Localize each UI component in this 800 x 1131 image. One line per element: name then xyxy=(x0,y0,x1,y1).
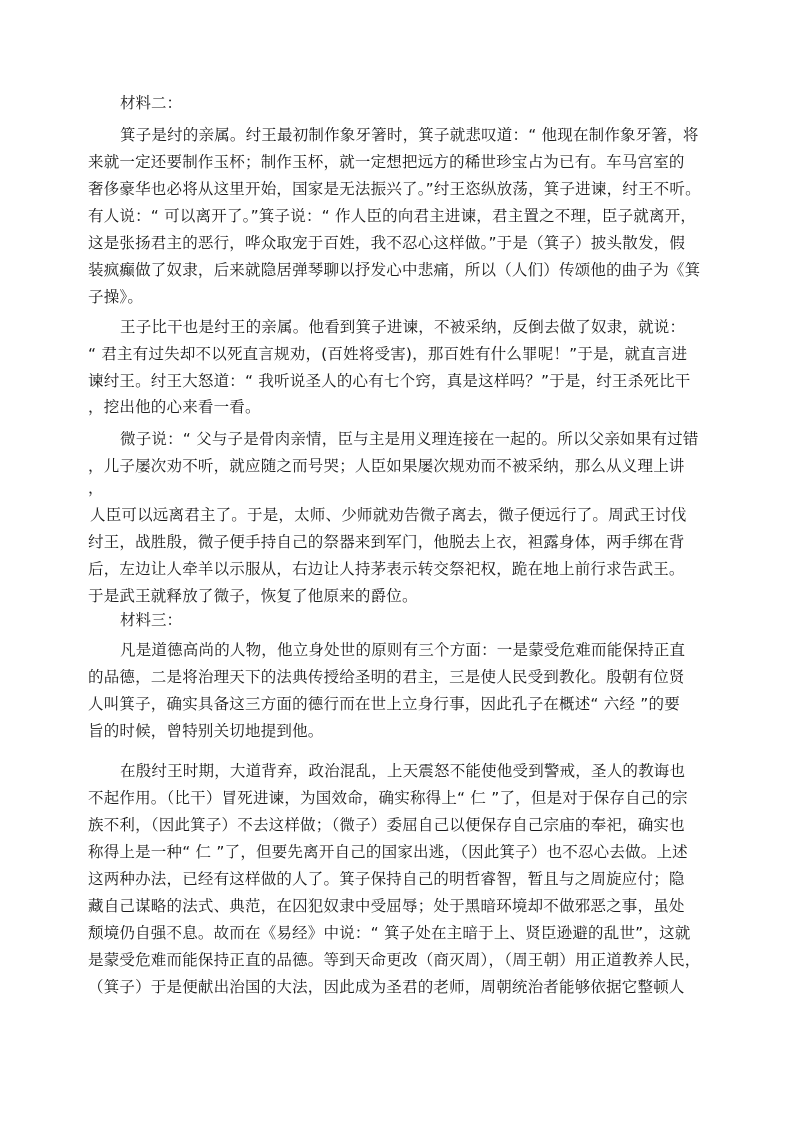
text-line: 旨的时候，曾特别关切地提到他。 xyxy=(88,722,324,740)
text-line: 箕子是纣的亲属。纣王最初制作象牙箸时，箕子就悲叹道：“ 他现在制作象牙箸，将 xyxy=(120,126,699,144)
text-line: 谏纣王。纣王大怒道：“ 我听说圣人的心有七个窍，真是这样吗？”于是，纣王杀死比干 xyxy=(88,372,691,390)
text-line: 有人说：“ 可以离开了。”箕子说：“ 作人臣的向君主进谏，君主置之不理，臣子就离开， xyxy=(88,207,697,225)
text-line: 不起作用。（比干）冒死进谏，为国效命，确实称得上“ 仁 ”了，但是对于保存自己的宗 xyxy=(88,789,688,807)
text-line: 微子说：“ 父与子是骨肉亲情，臣与主是用义理连接在一起的。所以父亲如果有过错 xyxy=(120,430,699,448)
text-line: 称得上是一种“ 仁 ”了，但要先离开自己的国家出逃，（因此箕子）也不忍心去做。上述 xyxy=(88,843,688,861)
text-line: 这是张扬君主的恶行，哗众取宠于百姓，我不忍心这样做。”于是（箕子）披头散发，假 xyxy=(88,234,686,252)
text-line: 子操》。 xyxy=(88,288,144,306)
text-line: “ 君主有过失却不以死直言规劝，(百姓将受害)，那百姓有什么罪呢！”于是，就直言进 xyxy=(88,345,688,363)
text-line: 王子比干也是纣王的亲属。他看到箕子进谏，不被采纳，反倒去做了奴隶，就说： xyxy=(120,318,686,336)
text-line: 族不利，（因此箕子）不去这样做；（微子）委屈自己以便保存自己宗庙的奉祀，确实也 xyxy=(88,816,685,834)
text-line: 凡是道德高尚的人物，他立身处世的原则有三个方面：一是蒙受危难而能保持正直 xyxy=(120,641,686,659)
text-line: ，挖出他的心来看一看。 xyxy=(88,398,261,416)
text-line: 颓境仍自强不息。故而在《易经》中说：“ 箕子处在主暗于上、贤臣逊避的乱世”，这就 xyxy=(88,924,691,942)
text-line: 装疯癫做了奴隶，后来就隐居弹琴聊以抒发心中悲痛，所以（人们）传颂他的曲子为《箕 xyxy=(88,261,701,279)
text-line: 藏自己谋略的法式、典范，在囚犯奴隶中受屈辱；处于黑暗环境却不做邪恶之事，虽处 xyxy=(88,897,685,915)
text-line: 纣王，战胜殷，微子便手持自己的祭器来到军门，他脱去上衣，袒露身体，两手绑在背 xyxy=(88,533,685,551)
text-line: 于是武王就释放了微子，恢复了他原来的爵位。 xyxy=(88,587,418,605)
text-line: （箕子）于是便献出治国的大法，因此成为圣君的老师，周朝统治者能够依据它整顿人 xyxy=(88,978,685,996)
text-line: 是蒙受危难而能保持正直的品德。等到天命更改（商灭周），（周王朝）用正道教养人民， xyxy=(88,951,701,969)
heading-material-two: 材料二： xyxy=(120,94,183,112)
text-line: 这两种办法，已经有这样做的人了。箕子保持自己的明哲睿智，暂且与之周旋应付；隐 xyxy=(88,870,685,888)
text-line: 的品德，二是将治理天下的法典传授给圣明的君主，三是使人民受到教化。殷朝有位贤 xyxy=(88,668,685,686)
text-line: 来就一定还要制作玉杯；制作玉杯，就一定想把远方的稀世珍宝占为已有。车马宫室的 xyxy=(88,153,685,171)
text-line: 人臣可以远离君主了。于是，太师、少师就劝告微子离去，微子便远行了。周武王讨伐 xyxy=(90,506,687,524)
text-line: ， xyxy=(88,479,104,497)
text-line: 后，左边让人牵羊以示服从，右边让人持茅表示转交祭祀权，跪在地上前行求告武王。 xyxy=(88,560,685,578)
heading-material-three: 材料三： xyxy=(120,611,183,629)
text-line: 奢侈豪华也必将从这里开始，国家是无法振兴了。”纣王恣纵放荡，箕子进谏，纣王不听。 xyxy=(88,180,701,198)
text-line: 在殷纣王时期，大道背弃，政治混乱，上天震怒不能使他受到警戒，圣人的教诲也 xyxy=(120,762,686,780)
text-line: 人叫箕子，确实具备这三方面的德行而在世上立身行事，因此孔子在概述“ 六经 ”的要 xyxy=(88,695,680,713)
text-line: ，儿子屡次劝不听，就应随之而号哭；人臣如果屡次规劝而不被采纳，那么从义理上讲 xyxy=(88,457,685,475)
